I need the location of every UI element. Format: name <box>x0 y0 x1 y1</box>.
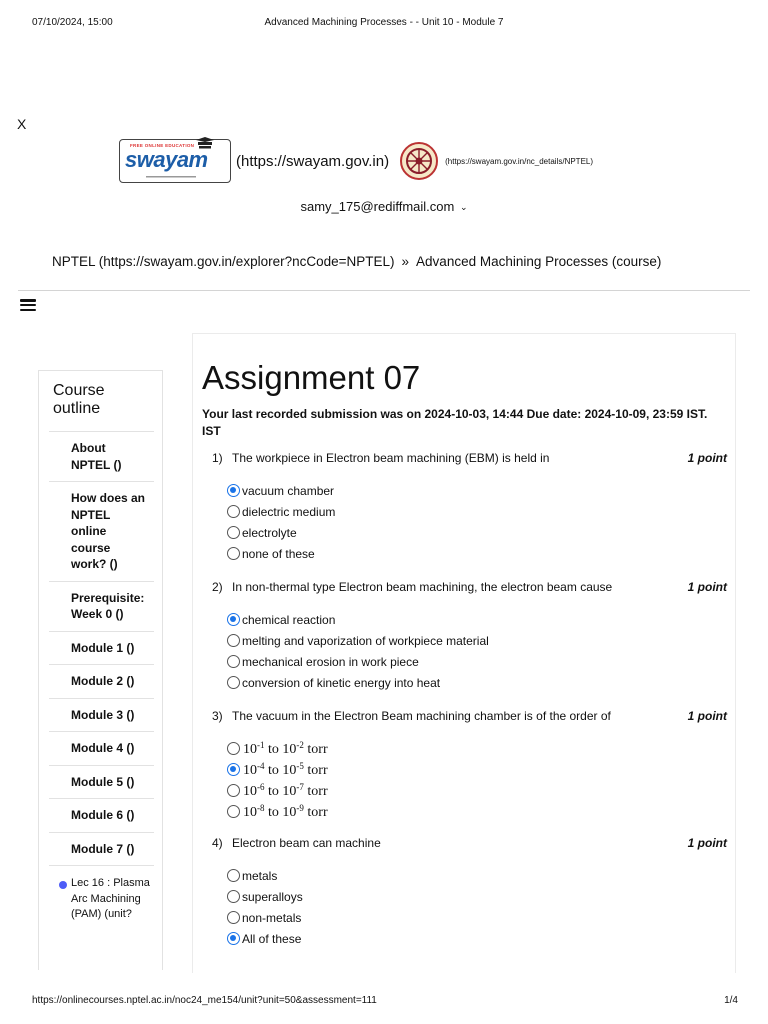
option[interactable] <box>227 759 742 780</box>
breadcrumb-course[interactable]: Advanced Machining Processes (course) <box>416 254 662 269</box>
radio-selected[interactable] <box>227 484 240 497</box>
option[interactable] <box>227 543 742 564</box>
option-label[interactable]: dielectric medium <box>242 504 336 519</box>
sidebar-item-module-1[interactable]: Module 1 () <box>49 631 154 665</box>
sidebar-item-module-3[interactable]: Module 3 () <box>49 698 154 732</box>
question-text: The workpiece in Electron beam machining (EBM) is held in <box>232 451 550 465</box>
swayam-logo-hindi-text <box>146 175 196 179</box>
radio[interactable] <box>227 890 240 903</box>
radio[interactable] <box>227 505 240 518</box>
question-points: 1 point <box>687 709 727 723</box>
option-label[interactable]: $10^{-1}$ to $10^{-2}$ torr <box>243 739 328 757</box>
sidebar-item-module-6[interactable]: Module 6 () <box>49 798 154 832</box>
option-label[interactable]: $10^{-6}$ to $10^{-7}$ torr <box>243 781 328 799</box>
radio-selected[interactable] <box>227 932 240 945</box>
option[interactable] <box>227 609 742 630</box>
radio[interactable] <box>227 742 240 755</box>
option-label[interactable]: chemical reaction <box>242 612 336 627</box>
swayam-logo-word: swayam <box>125 147 208 172</box>
course-outline-sidebar <box>38 370 163 970</box>
submission-info <box>202 406 732 440</box>
option[interactable] <box>227 738 742 759</box>
question-number: 1) <box>212 451 223 465</box>
option-label[interactable]: vacuum chamber <box>242 483 335 498</box>
breadcrumb-separator: » <box>401 254 410 269</box>
options-list <box>227 609 742 693</box>
question-2 <box>212 580 727 693</box>
breadcrumb <box>52 254 661 269</box>
sidebar-item-module-2[interactable]: Module 2 () <box>49 664 154 698</box>
option-label[interactable]: superalloys <box>242 889 303 904</box>
option-label[interactable]: metals <box>242 868 278 883</box>
print-title: Advanced Machining Processes - - Unit 10 - Module 7 <box>264 17 504 28</box>
question-4 <box>212 836 727 949</box>
submission-text: Your last recorded submission was on 2024-10-03, 14:44 Due date: 2024-10-09, 23:59 IST. <box>202 407 708 421</box>
swayam-logo-tagline: FREE ONLINE EDUCATION <box>130 143 195 148</box>
option-label[interactable]: none of these <box>242 546 315 561</box>
question-text: In non-thermal type Electron beam machining, the electron beam cause <box>232 580 613 594</box>
radio[interactable] <box>227 547 240 560</box>
option[interactable] <box>227 501 742 522</box>
option[interactable] <box>227 886 742 907</box>
option[interactable] <box>227 780 742 801</box>
breadcrumb-nptel-link[interactable]: NPTEL (https://swayam.gov.in/explorer?ncCode=NPTEL) <box>52 254 395 269</box>
option[interactable] <box>227 928 742 949</box>
option[interactable] <box>227 480 742 501</box>
question-3 <box>212 709 727 822</box>
question-text: The vacuum in the Electron Beam machining chamber is of the order of <box>232 709 611 723</box>
sidebar-title: Course outline <box>53 382 105 417</box>
option[interactable] <box>227 522 742 543</box>
option-label[interactable]: melting and vaporization of workpiece material <box>242 633 489 648</box>
option-label[interactable]: conversion of kinetic energy into heat <box>242 675 441 690</box>
option-label[interactable]: All of these <box>242 931 302 946</box>
radio[interactable] <box>227 869 240 882</box>
radio[interactable] <box>227 911 240 924</box>
sidebar-item-module-4[interactable]: Module 4 () <box>49 731 154 765</box>
sidebar-item-module-5[interactable]: Module 5 () <box>49 765 154 799</box>
radio[interactable] <box>227 805 240 818</box>
print-url: https://onlinecourses.nptel.ac.in/noc24_me154/unit?unit=50&assessment=111 <box>32 995 377 1006</box>
print-page-number: 1/4 <box>724 995 738 1006</box>
swayam-logo[interactable] <box>119 139 231 183</box>
user-menu[interactable] <box>0 199 768 214</box>
option-label[interactable]: mechanical erosion in work piece <box>242 654 419 669</box>
option[interactable] <box>227 801 742 822</box>
question-number: 3) <box>212 709 223 723</box>
option[interactable] <box>227 630 742 651</box>
menu-icon[interactable] <box>20 299 36 312</box>
nptel-logo[interactable] <box>399 141 439 181</box>
question-points: 1 point <box>687 580 727 594</box>
radio[interactable] <box>227 655 240 668</box>
radio-selected[interactable] <box>227 613 240 626</box>
sidebar-item-prerequisite[interactable]: Prerequisite: Week 0 () <box>49 581 154 631</box>
option[interactable] <box>227 907 742 928</box>
radio[interactable] <box>227 634 240 647</box>
close-button[interactable]: X <box>17 116 27 132</box>
nptel-link[interactable]: (https://swayam.gov.in/nc_details/NPTEL) <box>445 156 594 166</box>
sidebar-item-module-7[interactable]: Module 7 () <box>49 832 154 866</box>
question-number: 2) <box>212 580 223 594</box>
sidebar-list <box>49 431 154 923</box>
sidebar-item-about-nptel[interactable]: About NPTEL () <box>49 431 154 481</box>
options-list <box>227 738 742 822</box>
submission-timezone: IST <box>202 424 221 438</box>
option-label[interactable]: non-metals <box>242 910 302 925</box>
header-logos <box>119 138 593 184</box>
option[interactable] <box>227 672 742 693</box>
option[interactable] <box>227 651 742 672</box>
header-divider <box>18 290 750 291</box>
option[interactable] <box>227 865 742 886</box>
option-label[interactable]: $10^{-4}$ to $10^{-5}$ torr <box>243 760 328 778</box>
sidebar-item-how-course-works[interactable]: How does an NPTEL online course work? () <box>49 481 154 581</box>
chevron-down-icon[interactable]: ⌄ <box>459 202 468 212</box>
question-number: 4) <box>212 836 223 850</box>
sidebar-lecture-label[interactable]: Lec 16 : Plasma Arc Machining (PAM) (unit? <box>71 877 150 920</box>
print-date: 07/10/2024, 15:00 <box>32 17 113 28</box>
options-list <box>227 480 742 564</box>
radio[interactable] <box>227 676 240 689</box>
options-list <box>227 865 742 949</box>
option-label[interactable]: electrolyte <box>242 525 297 540</box>
radio[interactable] <box>227 784 240 797</box>
question-points: 1 point <box>687 451 727 465</box>
lecture-status-dot-icon <box>59 881 67 889</box>
user-email[interactable]: samy_175@rediffmail.com <box>300 199 455 214</box>
question-text: Electron beam can machine <box>232 836 381 850</box>
question-1 <box>212 451 727 564</box>
radio-selected[interactable] <box>227 763 240 776</box>
radio[interactable] <box>227 526 240 539</box>
sidebar-lecture-item[interactable] <box>49 865 154 923</box>
option-label[interactable]: $10^{-8}$ to $10^{-9}$ torr <box>243 802 328 820</box>
page-title: Assignment 07 <box>202 359 421 396</box>
swayam-link[interactable]: (https://swayam.gov.in) <box>236 152 390 170</box>
question-points: 1 point <box>687 836 727 850</box>
assignment-panel <box>192 333 736 973</box>
